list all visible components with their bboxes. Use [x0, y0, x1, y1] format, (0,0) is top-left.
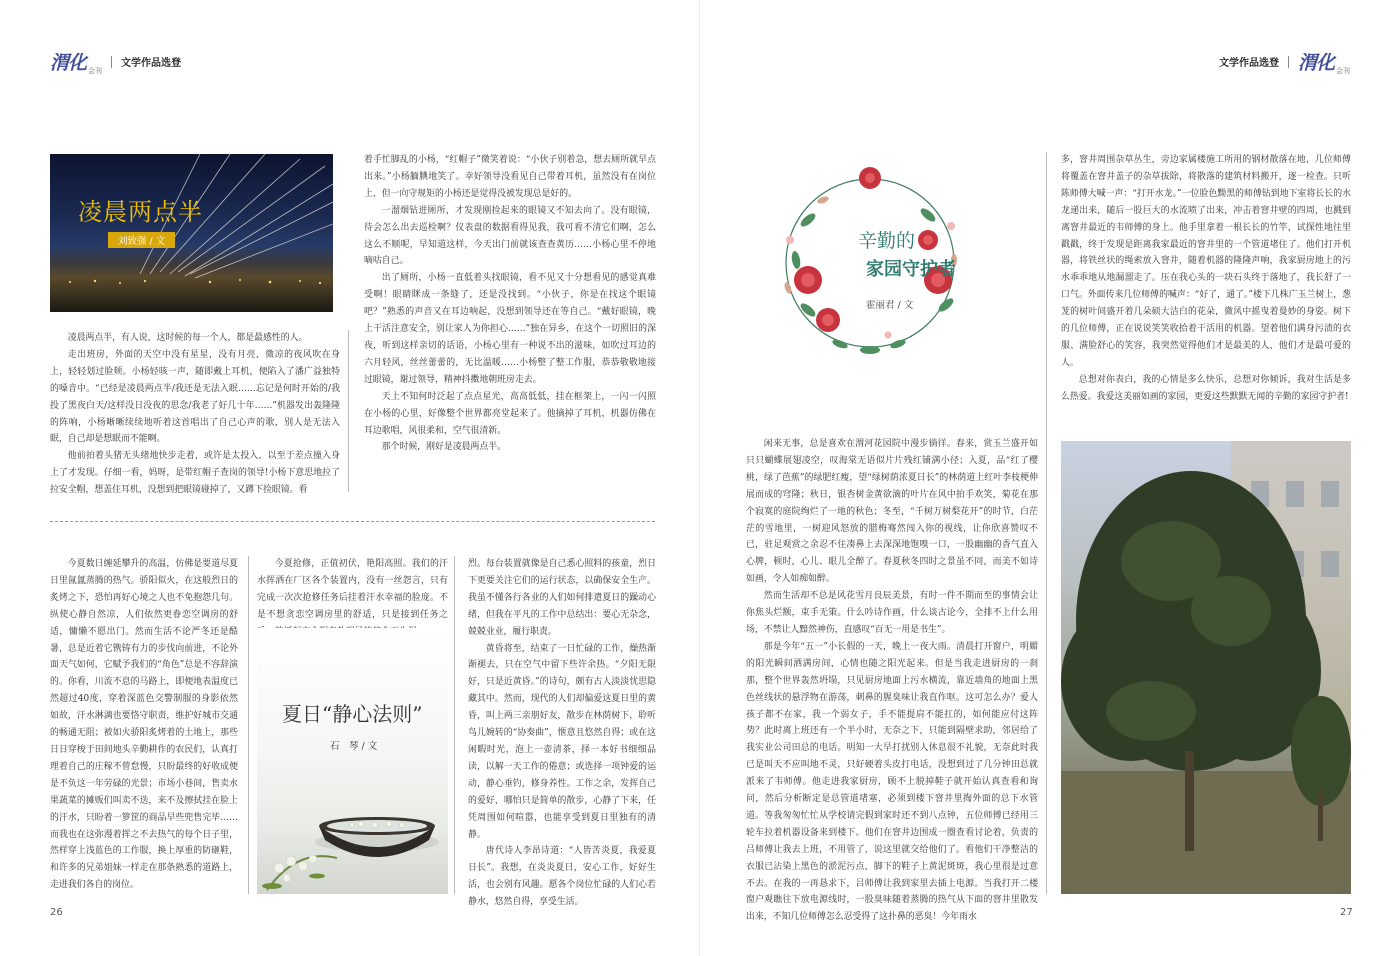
paragraph: 黄昏将至，结束了一日忙碌的工作，燥热渐渐褪去，只在空气中留下些许余热。“夕阳无限好，只是近黄昏。”的诗句，颇有古人淡淡忧思隐藏其中。然而，现代的人们却偏爱这夏日里的黄昏，叫上两三亲朋好友，散步在林荫树下，聆听鸟儿婉转的“协奏曲”，惬意且悠然自得；或在这闲暇时光，泡上一壶清茶，择一本好书细细品读，以解一天工作的倦意；或选择一项钟爱的运动，静心垂钓，修身养性。工作之余，发挥自己的爱好，哪怕只是简单的散步，心静了下来，任凭周围如何喧嚣，也能享受到夏日里独有的清静。: [468, 643, 656, 840]
header-divider: [111, 56, 112, 68]
paragraph: 那个时候，刚好是凌晨两点半。: [381, 442, 507, 453]
bowl-orchid-graphic: [257, 628, 448, 894]
paragraph: 总想对你表白，我的心情是多么快乐，总想对你倾诉，我对生活是多么热爱。我爱这美丽如画的家园，更爱这些默默无闻的辛勤的家园守护者!: [1061, 374, 1351, 402]
article-author: 霍丽君 / 文: [866, 300, 914, 311]
paragraph: 烈。每台装置就像是自己悉心照料的孩童，烈日下更要关注它们的运行状态，以确保安全生产。我虽不懂各行各业的人们如何排遣夏日的躁动心绪，但我在平凡的工作中总结出：要心无杂念，兢兢业业，履行职责。: [468, 559, 656, 637]
article-title-line-1: 辛勤的: [858, 230, 916, 252]
tree-graphic: [1061, 441, 1351, 894]
paragraph: 走出班房，外面的天空中没有星星，没有月亮，微凉的夜风吹在身上，轻轻划过脸颊。小杨轻咳一声，随即戴上耳机，便陷入了潘广益独特的嗓音中。“已经是凌晨两点半/我还是无法入眠……忘记是何时开始的/我投了黑夜白天/这样没日没夜的思念/我老了好几十年……”机器发出轰隆隆的阵响，小杨晰晰续续地听着这首唱出了自己心声的歌，别人是无法入眠，自己却是想眠而不能啊。: [50, 349, 340, 445]
floral-wreath-graphic: [768, 160, 973, 358]
logo-sub: 会刊: [88, 67, 103, 75]
magnolia-tree-photo: [1061, 441, 1351, 894]
header-divider: [1288, 56, 1289, 68]
paragraph: 多，窨井周围杂草丛生，旁边家属楼施工所用的钢材散落在地，几位师傅将覆盖在窨井盖子的杂草拔除，将散落的建筑材料搬开，逐一检查。只听陈师傅大喊一声：“打开水龙。”一位脸色黝黑的师傅钻到地下室将长长的水龙递出来，随后一股巨大的水流喷了出来，冲击着窨井壁的四周，也溅到离窨井最近的韦师傅的身上。他手里拿着一根长长的竹竿，试探性地往里戳戳，终于发现是距离我家最近的窨井里的一个管道堵住了。他们打开机器，将铁丝状的绳索放入窨井，随着机器的隆隆声响，我家厨房地上的污水乖乖地从地漏溜走了。压在我心头的一块石头终于落地了，我长舒了一口气。外面传来几位师傅的喊声：“好了，通了。”楼下几株广玉兰树上，葱茏的树叶间盛开着几朵硕大洁白的花朵，微风中摇曳着曼妙的身姿。树下的几位师傅，正在说说笑笑收拾着干活用的机器。望着他们满身污渍的衣服、满脸舒心的笑容，我突然觉得他们才是最美的人，他们才是最可爱的人。: [1061, 155, 1351, 368]
section-title: 文学作品选登: [121, 58, 182, 69]
article-title: 凌晨两点半: [78, 198, 203, 226]
paragraph: 出了厕所，小杨一直低着头找眼镜，看不见又十分想看见的感觉真难受啊！眼睛眯成一条缝了，还是没找到。“小伙子，你是在找这个眼镜吧？”熟悉的声音又在耳边响起，没想到领导还在等自己。“戴好眼镜，晚上干活注意安全，别让家人为你担心……”独在异乡，在这个一切照旧的深夜，听到这样亲切的话语，小杨心里有一种说不出的滋味，如吹过耳边的六月轻风，丝丝蕾蕾的，无比温暖……小杨整了整工作服，恭恭敬敬地接过眼镜，谢过领导，精神抖擞地朝班房走去。: [364, 273, 656, 385]
right-page: [700, 0, 1400, 956]
paragraph: 天上不知何时泛起了点点星光，高高低低，挂在框架上，一闪一闪照在小杨的心里，好像整个世界都亮堂起来了。他摘掉了耳机，机器仿佛在耳边歌唱，风很柔和，空气很清新。: [364, 391, 656, 436]
column-divider: [348, 330, 349, 492]
logo-text: 渭化: [1297, 52, 1334, 74]
column-divider: [248, 556, 249, 894]
paragraph: 今夏抢修，正值初伏，艳阳高照。我们的汗水挥洒在厂区各个装置内，没有一丝怨言，只有完成一次次抢修任务后挂着汗水幸福的脸庞。不是不想贪恋空调房里的舒适，只是接到任务之: [257, 559, 448, 620]
article2-column-1: [50, 556, 238, 894]
article3-column-2: [1061, 152, 1351, 406]
paragraph: 一溜烟钻进厕所，才发现刚捡起来的眼镜又不知去向了。没有眼镜，待会怎么出去巡检啊？仪表盘的数据看得见我，我可看不清它们啊，怎么这么不顺呢，早知道这样，今天出门前就该查查黄历……小杨心里不停地嘀咕自己。: [364, 205, 656, 267]
magazine-logo: [1298, 48, 1350, 75]
section-title: 文学作品选登: [1218, 58, 1279, 69]
article2-column-3: [468, 556, 656, 911]
night-airport-photo: [50, 154, 333, 312]
left-header: [50, 48, 181, 75]
article3-column-1: [746, 436, 1038, 926]
logo-text: 渭化: [50, 52, 87, 74]
paragraph: 他前拍着头猪无头绪地快步走着，或许是太投入，以至于差点撞入身上了才发现。仔细一看，妈呀，是带红帽子查岗的领导!小杨下意思地拉了拉安全帽，想盖住耳机，没想到把眼镜碰掉了，又蹲下捡眼镜。看: [50, 451, 340, 496]
right-header: [1219, 48, 1350, 75]
paragraph: 今夏数日缠延攀升的高温，仿佛是要道尽夏日里氤氲蒸腾的热气。骄阳似火，在这般烈日的炙烤之下，恐怕再好心境之人也不免抱怨几句。纵使心静自然凉，人们依然更眷恋空调房的舒适，慵懒不愿出门。然而生活不论严冬还是酷暑，总是近着它镌铸有力的步伐向前进，不论外面天气如何，它赋予我们的“角色”总是不容辞演的。你看，川流不息的马路上，即便地表温度已然超过40度，穿着深蓝色交警制服的身影依然如故，汗水淋漓也要恪守职责，维护好城市交通的畅通无阻；被如火骄阳炙烤着的土地上，那些日日穿梭于田间地头辛勤耕作的农民们，认真打理着自己的庄稼不曾怠慢，只盼最终的好收成便是不负这一年劳碌的光景；市场小巷间，售卖水果蔬菜的摊贩们叫卖不迭，来不及擦拭挂在脸上的汗水，只盼着一箩筐的商品早些兜售完毕……而我也在这弥漫着挥之不去热气的每个日子里，然样穿上浅蓝色的工作服，换上厚重的防砸鞋，和许多的兄弟姐妹一样走在那条熟悉的道路上，走进我们各自的岗位。: [50, 559, 238, 891]
paragraph: 着手忙脚乱的小杨，“红帽子”微笑着说：“小伙子别着急，想去厕所就早点出来。”小杨腼腆地笑了。幸好领导没看见自己带着耳机，虽然没有在岗位上，但一向守规矩的小杨还是觉得没被发现总是好的。: [364, 155, 656, 199]
article-title-line-2: 家园守护者: [866, 259, 956, 280]
summer-bowl-photo: [257, 628, 448, 894]
light-trails-graphic: [50, 154, 333, 312]
page-number: 27: [1340, 907, 1353, 918]
article1-column-2: [364, 152, 656, 456]
article-author: 刘致强 / 文: [108, 232, 175, 248]
article1-column-1: [50, 330, 340, 499]
paragraph: 然而生活却不总是风花雪月良辰美景，有时一件不期而至的事情会让你焦头烂额，束手无策。什么吟诗作画，什么谈古论今，全排不上什么用场，不禁让人黯然神伤，直感叹“百无一用是书生”。: [746, 591, 1038, 635]
logo-sub: 会刊: [1336, 67, 1350, 75]
article-title: 夏日“静心法则”: [282, 702, 423, 726]
article-author: 石 琴 / 文: [330, 741, 378, 752]
page-number: 26: [50, 907, 63, 918]
paragraph: 闲来无事，总是喜欢在渭河花园院中漫步徜徉。春来，赏玉兰盛开如只只蝴蝶展翅凌空，叹海棠无语似片片残红铺满小径；入夏，品“红了樱桃，绿了芭蕉”的绿肥红瘦，望“绿树荫浓夏日长”的林荫道上红叶李枝梗伸展而成的穹隆；秋日，银杏树金黄欲滴的叶片在风中拍手欢笑，菊花在那个寂寞的庭院绚烂了一地的秋色；冬至，“千树万树梨花开”的时节，白茫茫的雪地里，一树迎风怒放的腊梅骞然闯入你的视线，让你欣喜赞叹不已，驻足观赏之余忍不住凑鼻上去深深地饱嗅一口，一股幽幽的香气直入心脾，顿时，心儿、眼儿全醉了。春夏秋冬四时之景虽不同，而美不如诗如画，令人如痴如醉。: [746, 439, 1038, 585]
article-separator: [50, 521, 655, 522]
paragraph: 凌晨两点半，有人说，这时候的每一个人，都是最感性的人。: [67, 333, 308, 343]
column-divider: [1046, 152, 1047, 894]
magazine-logo: [50, 48, 102, 75]
column-divider: [454, 556, 455, 894]
paragraph: 唐代诗人李昂诗道：“人皆苦炎夏，我爱夏日长”。我想，在炎炎夏日，安心工作，好好生活，也会别有风趣。愿各个岗位忙碌的人们心若静水，悠然自得，享受生活。: [468, 846, 656, 908]
paragraph: 那是今年“五一”小长假的一天，晚上一夜大雨。清晨打开窗户，明媚的阳光瞬间洒满房间，心情也随之阳光起来。但是当我走进厨房的一刹那，整个世界轰然坍塌，只见厨房地面上污水横流，靠近墙角的地面上黑色丝线状的悬浮物在游荡，刺鼻的腥臭味让我直作呕。这可怎么办？爱人孩子都不在家，我一个弱女子，手不能提肩不能扛的，如何能应付这阵势？此时离上班还有一个半小时，无奈之下，只能到隔壁求助，邻居给了我实业公司田总的电话。明知一大早打扰别人休息很不礼貌，无奈此时我已是叫天不应叫地不灵，只好硬着头皮打电话，没想到过了几分钟田总就派来了韦师傅。他走进我家厨房，顾不上脱掉鞋子就开始认真查看和询问，然后分析断定是总管道堵塞，必须到楼下窨井里掏外面的总下水管道。等我匆匆忙忙从学校请完假到家时还不到八点钟，五位师傅已经用三轮车拉着机器设备来到楼下。他们在窨井边围成一圈查看讨论着，负责的吕师傅让我去上班，不用管了，说这里就交给他们了。看他们干净整洁的衣服已沾染上黑色的淤泥污点，脚下的鞋子上黄泥斑斑，我心里很是过意不去。在我的一再恳求下，吕师傅让我到家里去插上电源。当我打开二楼窗户观瞧往下放电源线时，一股臭味随着蒸腾的热气从下面的窨井里散发出来，不知几位师傅怎么忍受得了这扑鼻的恶臭！今年雨水: [746, 641, 1038, 923]
